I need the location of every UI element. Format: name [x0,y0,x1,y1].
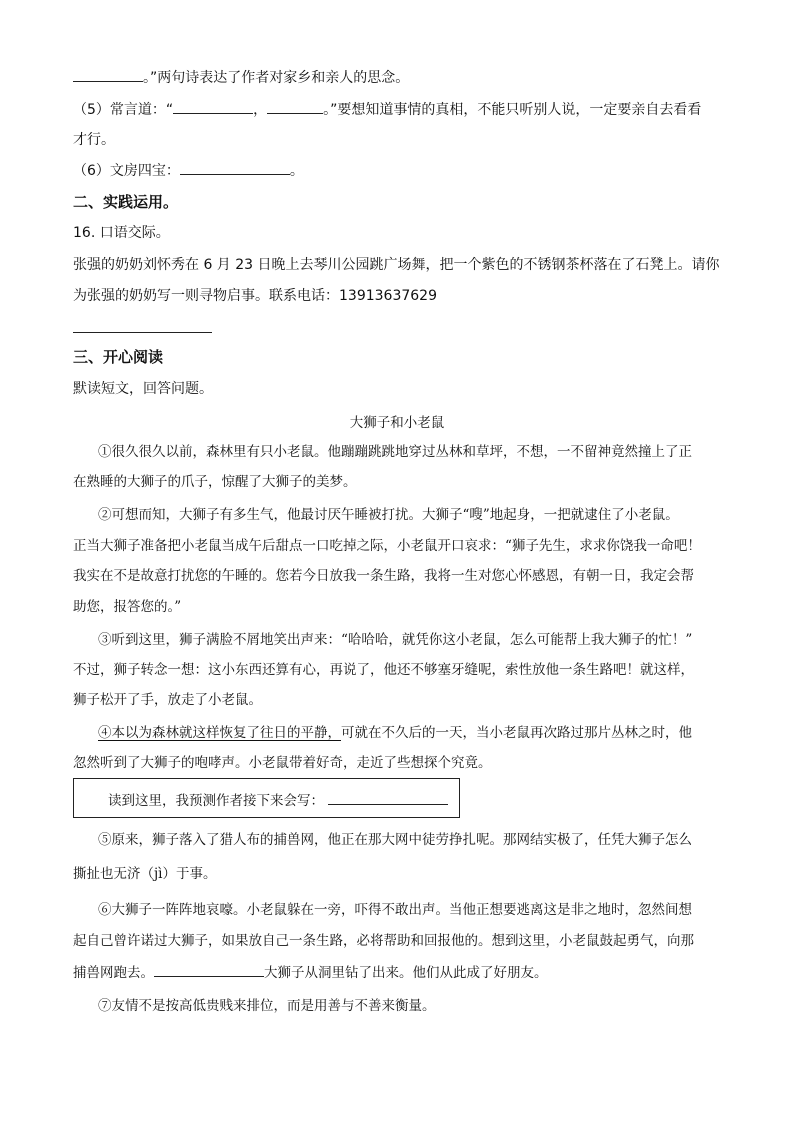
paragraph-2-line1: ②可想而知，大狮子有多生气，他最讨厌午睡被打扰。大狮子“嗖”地起身，一把就逮住了小老鼠。 [98,507,679,523]
paragraph-2-line2: 正当大狮子准备把小老鼠当成午后甜点一口吃掉之际，小老鼠开口哀求：“狮子先生，求求你饶我一命吧！ [73,538,701,554]
underlined-sentence: ④本以为森林就这样恢复了往日的平静， [98,725,341,741]
paragraph-2-line4: 助您，报答您的。” [73,599,182,615]
paragraph-1-line1: ①很久很久以前，森林里有只小老鼠。他蹦蹦跳跳地穿过丛林和草坪，不想，一不留神竟然撞上了正 [98,444,692,460]
answer-blank[interactable] [173,99,253,114]
paragraph-4-line1: ④本以为森林就这样恢复了往日的平静，可就在不久后的一天，当小老鼠再次路过那片丛林之时，他 [98,725,692,741]
paragraph-6-line2: 起自己曾许诺过大狮子，如果放自己一条生路，必将帮助和回报他的。想到这里，小老鼠鼓起勇气，向那 [73,933,694,949]
paragraph-3-line2: 不过，狮子转念一想：这小东西还算有心，再说了，他还不够塞牙缝呢，索性放他一条生路吧！就这样， [73,662,694,678]
paragraph-1-line2: 在熟睡的大狮子的爪子，惊醒了大狮子的美梦。 [73,474,357,490]
answer-blank[interactable] [154,962,264,977]
paragraph-3-line3: 狮子松开了手，放走了小老鼠。 [73,692,262,708]
q16-text-line2: 为张强的奶奶写一则寻物启事。联系电话：13913637629 [73,288,437,304]
paragraph-7-line1: ⑦友情不是按高低贵贱来排位，而是用善与不善来衡量。 [98,998,436,1014]
story-title: 大狮子和小老鼠 [349,415,445,431]
section2-heading: 二、实践运用。 [73,193,179,211]
prediction-box [73,778,460,818]
q-prev-line: 。”两句诗表达了作者对家乡和亲人的思念。 [73,67,409,88]
paragraph-6-line1: ⑥大狮子一阵阵地哀嚎。小老鼠躲在一旁，吓得不敢出声。当他正想要逃离这是非之地时，忽然间想 [98,902,692,918]
q16-title: 16. 口语交际。 [73,225,170,241]
q16-text-line1: 张强的奶奶刘怀秀在 6 月 23 日晚上去琴川公园跳广场舞，把一个紫色的不锈钢茶杯落在了石凳上。请你 [73,257,720,273]
q5-line2: 才行。 [73,132,115,148]
prediction-blank[interactable] [328,790,448,805]
reading-instruction: 默读短文，回答问题。 [73,381,213,397]
answer-blank[interactable] [180,160,290,175]
paragraph-4-line2: 忽然听到了大狮子的咆哮声。小老鼠带着好奇，走近了些想探个究竟。 [73,755,492,771]
q5-line1: （5）常言道：“ ， 。”要想知道事情的真相，不能只听别人说，一定要亲自去看看 [73,99,701,120]
section3-heading: 三、开心阅读 [73,348,164,366]
paragraph-5-line2: 撕扯也无济（jì）于事。 [73,866,217,882]
paragraph-3-line1: ③听到这里，狮子满脸不屑地笑出声来：“哈哈哈，就凭你这小老鼠，怎么可能帮上我大狮子的忙！” [98,632,693,648]
answer-blank[interactable] [73,67,143,82]
answer-line[interactable] [73,332,212,333]
paragraph-2-line3: 我实在不是故意打扰您的午睡的。您若今日放我一条生路，我将一生对您心怀感恩，有朝一日，我定会帮 [73,568,694,584]
paragraph-6-line3: 捕兽网跑去。 大狮子从洞里钻了出来。他们从此成了好朋友。 [73,962,548,983]
prediction-prompt: 读到这里，我预测作者接下来会写： [108,789,448,809]
answer-blank[interactable] [267,99,323,114]
q6-line: （6）文房四宝： 。 [73,160,304,181]
paragraph-5-line1: ⑤原来，狮子落入了猎人布的捕兽网，他正在那大网中徒劳挣扎呢。那网结实极了，任凭大狮子怎么 [98,832,692,848]
